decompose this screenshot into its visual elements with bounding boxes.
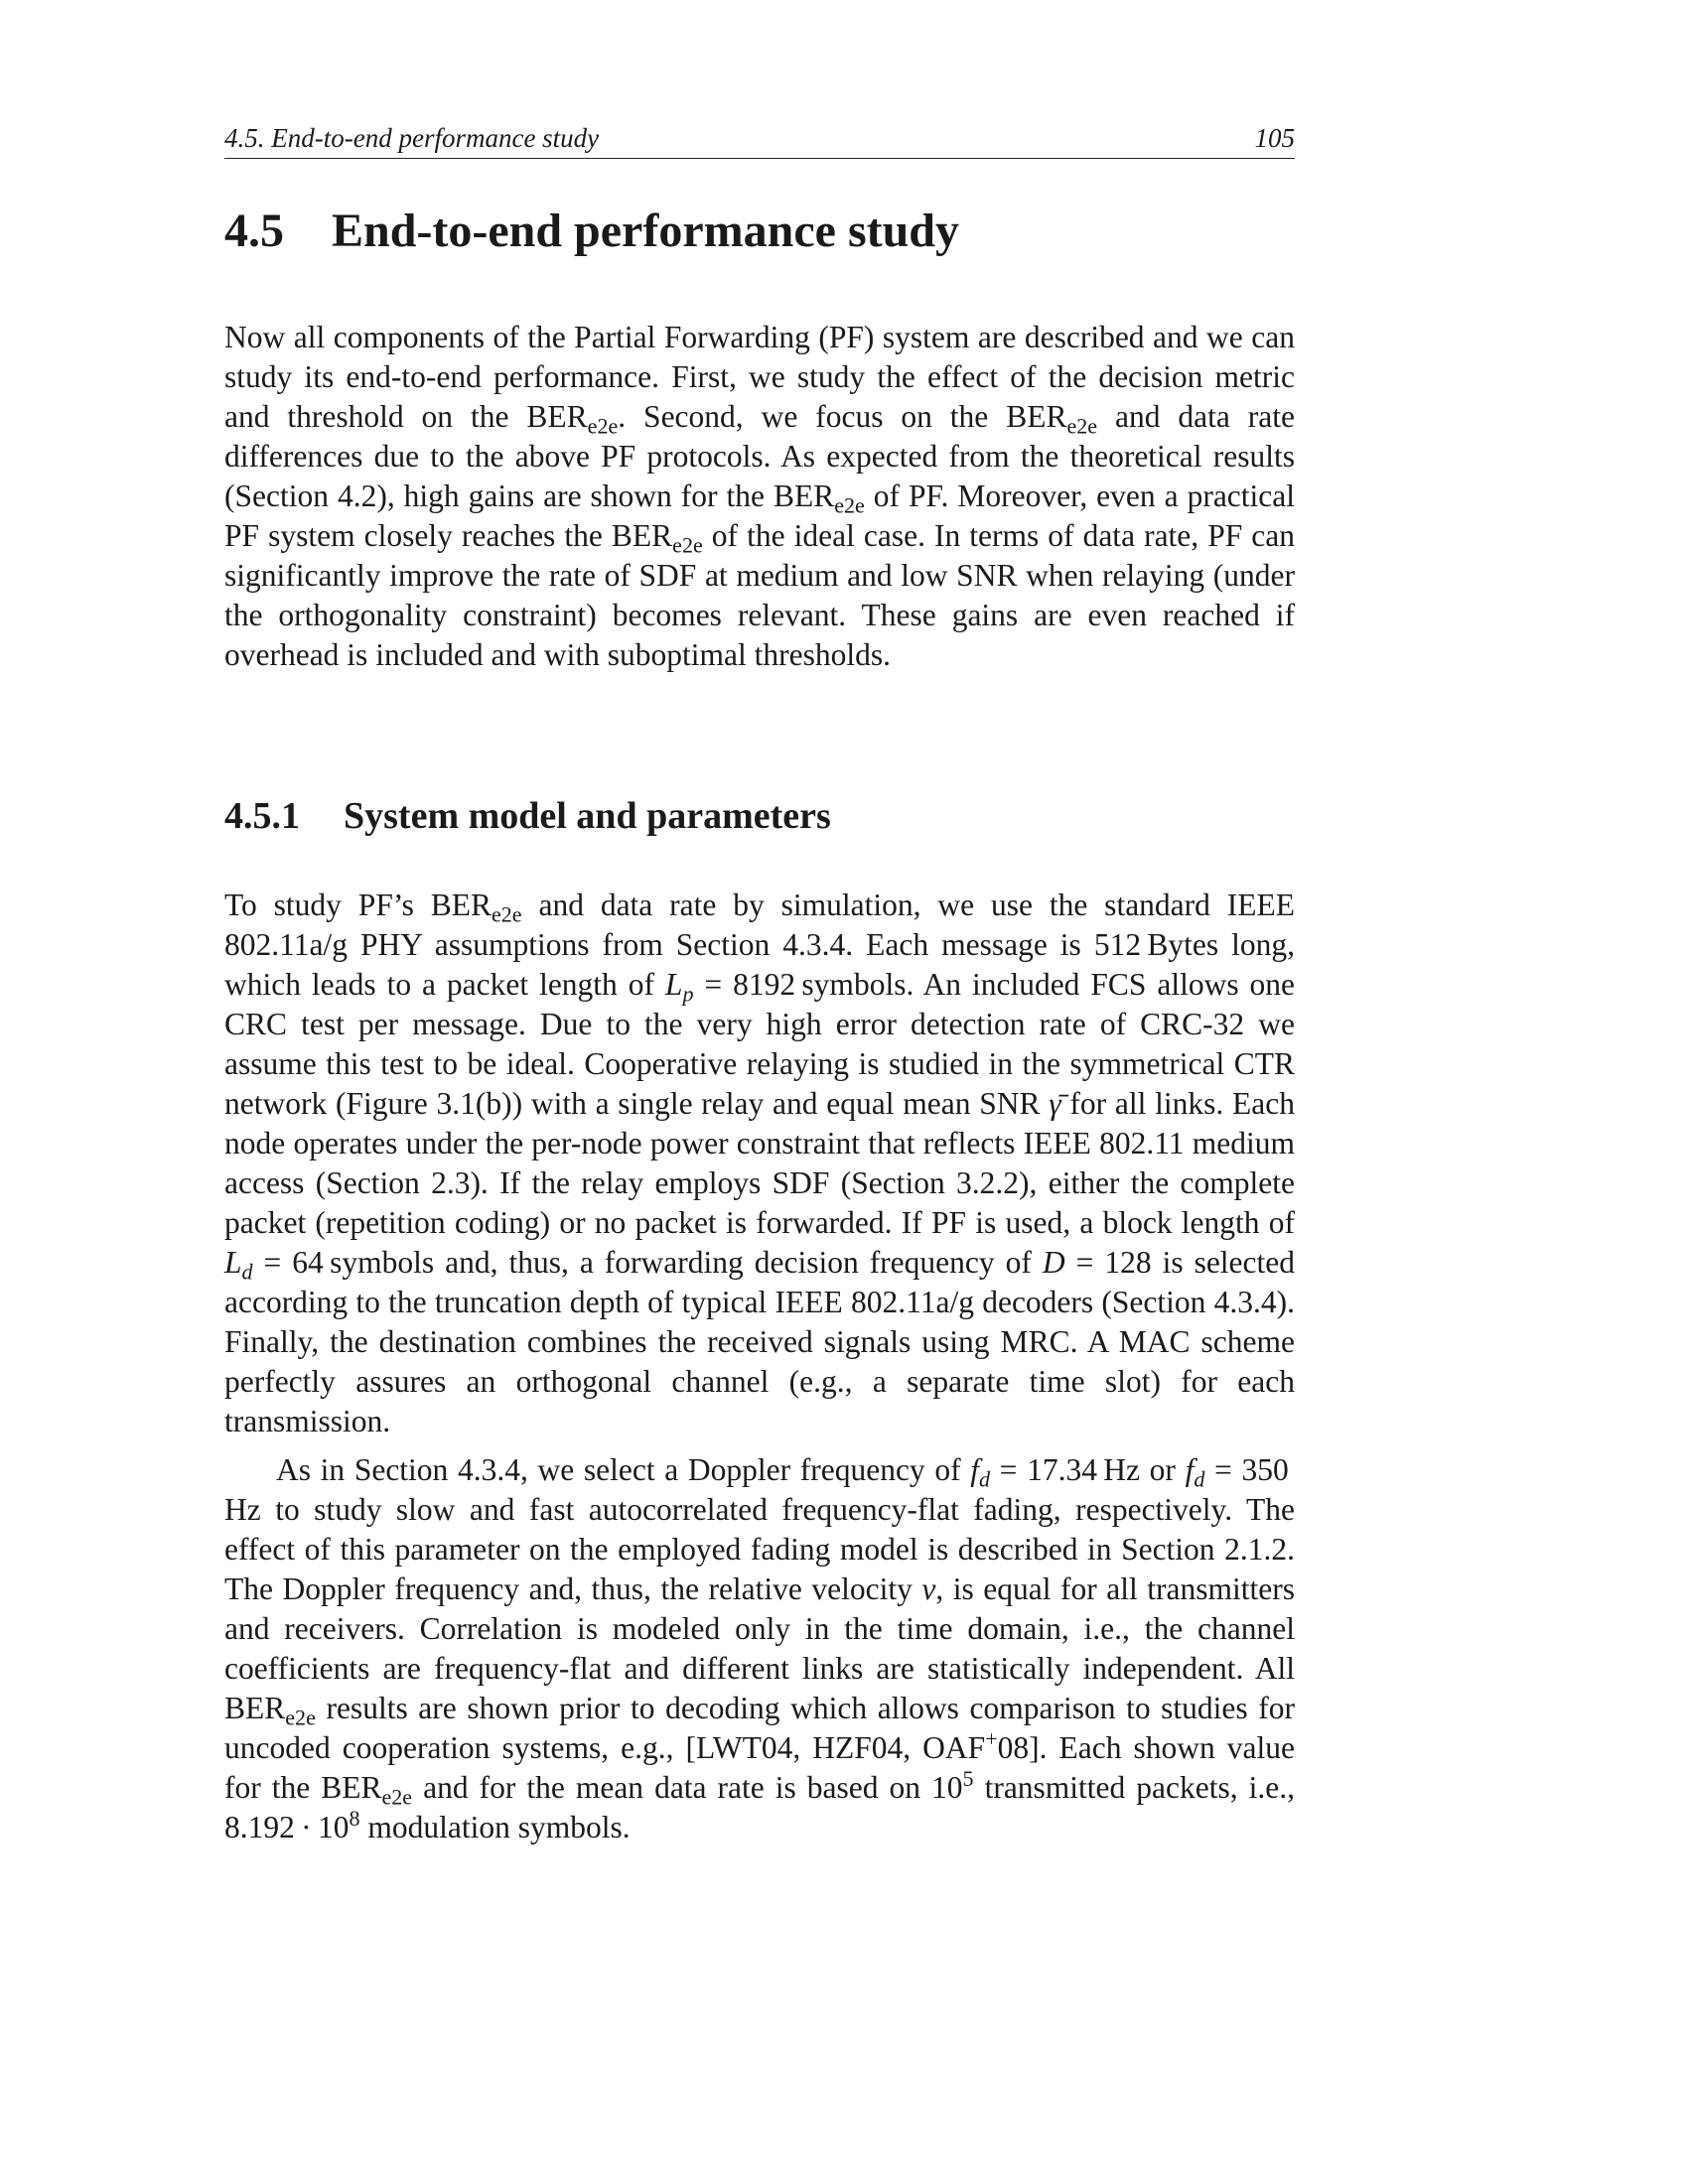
subsection-title: System model and parameters bbox=[344, 795, 831, 837]
math-symbol: D bbox=[1042, 1245, 1065, 1280]
subscript-e2e: e2e bbox=[672, 532, 703, 558]
subscript-e2e: e2e bbox=[285, 1705, 316, 1730]
text-run: As in Section 4.3.4, we select a Doppler frequency of bbox=[276, 1452, 971, 1487]
text-run: To study PF’s BER bbox=[224, 887, 492, 922]
running-title: 4.5. End-to-end performance study bbox=[224, 123, 600, 153]
system-model-paragraph bbox=[224, 886, 1295, 1441]
text-run: 08]. Each shown value for the BER bbox=[224, 1730, 1295, 1805]
text-run: transmitted packets, i.e., 8.192 · 10 bbox=[224, 1770, 1295, 1844]
text-run: modulation symbols. bbox=[359, 1810, 631, 1844]
text-run: Now all components of the Partial Forwarding (PF) system are described and we can study its end-to-end performance. First, we study the effect of the decision metric and threshold on the BER bbox=[224, 320, 1295, 434]
text-run: = 350 Hz to study slow and fast autocorrelated frequency-flat fading, respectively. The effect of this parameter on the employed fading model is described in Section 2.1.2. The Doppler frequency and, thus, the relative velocity bbox=[224, 1452, 1296, 1606]
subscript-e2e: e2e bbox=[381, 1784, 413, 1810]
math-symbol: γ̄ bbox=[1049, 1086, 1061, 1121]
superscript: + bbox=[985, 1725, 998, 1751]
subscript-e2e: e2e bbox=[587, 413, 619, 439]
math-subscript: p bbox=[682, 981, 694, 1007]
running-header bbox=[224, 123, 1295, 159]
subsection-heading bbox=[224, 794, 831, 838]
page-number: 105 bbox=[1254, 123, 1295, 153]
section-title: End-to-end performance study bbox=[332, 205, 959, 257]
text-run: of PF. Moreover, even a practical PF system closely reaches the BER bbox=[224, 478, 1296, 553]
text-run: and data rate differences due to the above PF protocols. As expected from the theoretical results (Section 4.2), high gains are shown for the BER bbox=[224, 399, 1296, 513]
section-heading bbox=[224, 204, 959, 258]
math-symbol: f bbox=[970, 1452, 979, 1487]
math-symbol: L bbox=[224, 1245, 242, 1280]
superscript: 8 bbox=[349, 1805, 360, 1831]
text-run: results are shown prior to decoding which allows comparison to studies for uncoded cooperation systems, e.g., [LWT04, HZF04, OAF bbox=[224, 1691, 1295, 1765]
section-number: 4.5 bbox=[224, 205, 284, 257]
text-run: and for the mean data rate is based on 10 bbox=[412, 1770, 963, 1805]
intro-paragraph bbox=[224, 318, 1295, 675]
subsection-number: 4.5.1 bbox=[224, 795, 300, 837]
text-run: = 64 symbols and, thus, a forwarding decision frequency of bbox=[252, 1245, 1043, 1280]
doppler-paragraph bbox=[224, 1450, 1295, 1847]
math-subscript: d bbox=[979, 1466, 991, 1492]
math-symbol: v bbox=[921, 1571, 936, 1606]
math-symbol: L bbox=[664, 967, 683, 1002]
subscript-e2e: e2e bbox=[834, 492, 865, 518]
text-run: and data rate by simulation, we use the standard IEEE 802.11a/g PHY assumptions from Section 4.3.4. Each message is 512 Bytes long, which leads to a packet length of bbox=[224, 887, 1295, 1002]
text-run: of the ideal case. In terms of data rate, PF can significantly improve the rate of SDF at medium and low SNR when relaying (under the orthogonality constraint) becomes relevant. These gains are even reached if overhead is included and with suboptimal thresholds. bbox=[224, 518, 1295, 672]
text-run: for all links. Each node operates under the per-node power constraint that reflects IEEE 802.11 medium access (Section 2.3). If the relay employs SDF (Section 3.2.2), either the complete packet (repetition coding) or no packet is forwarded. If PF is used, a block length of bbox=[224, 1086, 1295, 1240]
math-symbol: f bbox=[1185, 1452, 1195, 1487]
text-run: , is equal for all transmitters and receivers. Correlation is modeled only in the time domain, i.e., the channel coefficients are frequency-flat and different links are statistically independent. All BER bbox=[224, 1571, 1296, 1725]
text-run: = 128 is selected according to the truncation depth of typical IEEE 802.11a/g decoders (Section 4.3.4). Finally, the destination combines the received signals using MRC. A MAC scheme perfectly assures an orthogonal channel (e.g., a separate time slot) for each transmission. bbox=[224, 1245, 1296, 1438]
math-subscript: d bbox=[1194, 1466, 1205, 1492]
text-run: . Second, we focus on the BER bbox=[618, 399, 1067, 434]
subscript-e2e: e2e bbox=[1066, 413, 1098, 439]
text-run: = 8192 symbols. An included FCS allows one CRC test per message. Due to the very high error detection rate of CRC-32 we assume this test to be ideal. Cooperative relaying is studied in the symmetrical CTR network (Figure 3.1(b)) with a single relay and equal mean SNR bbox=[224, 967, 1296, 1121]
math-subscript: d bbox=[241, 1259, 253, 1285]
subscript-e2e: e2e bbox=[491, 901, 522, 927]
superscript: 5 bbox=[962, 1765, 974, 1791]
text-run: = 17.34 Hz or bbox=[990, 1452, 1186, 1487]
